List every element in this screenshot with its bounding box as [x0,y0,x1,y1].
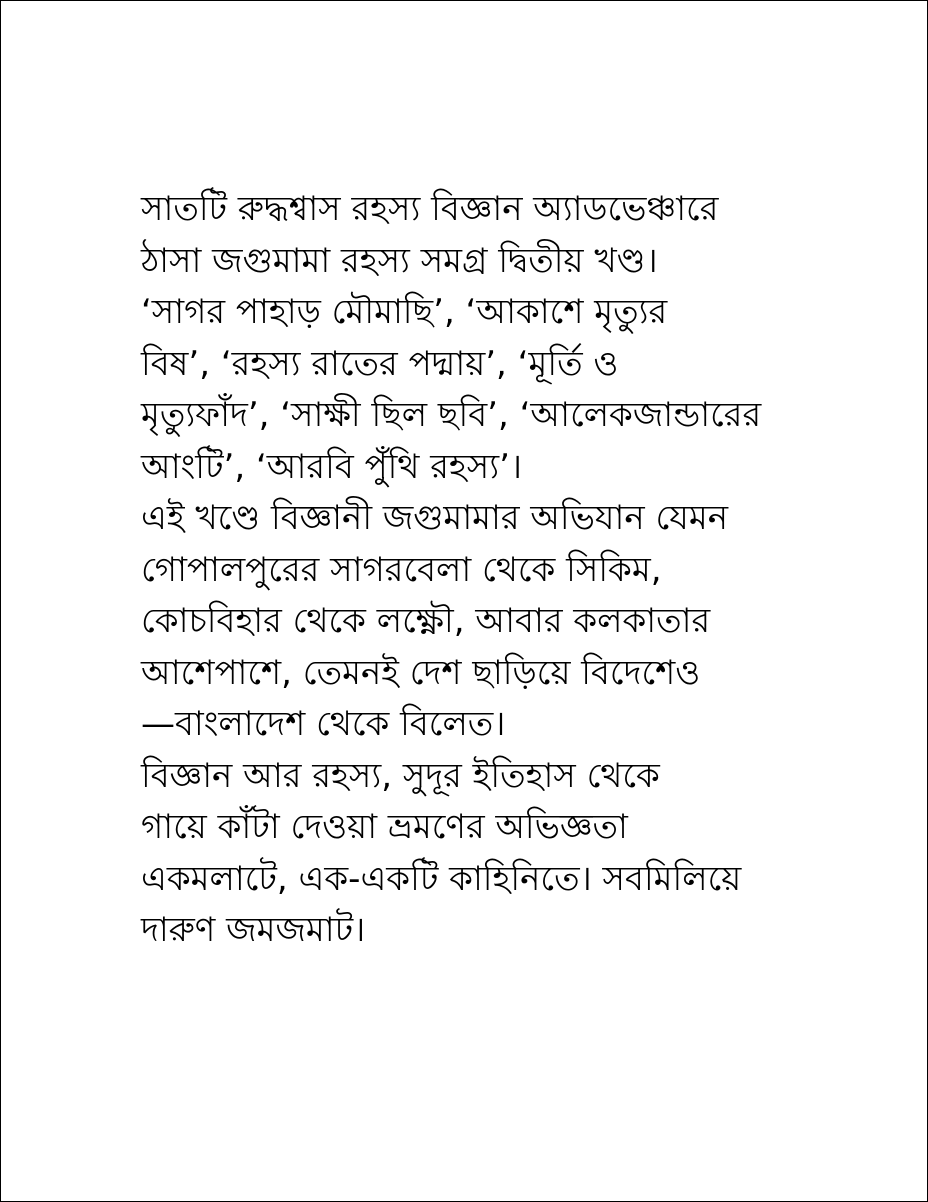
text-line: বিষ’, ‘রহস্য রাতের পদ্মায়’, ‘মূর্তি ও [141,343,619,384]
text-line: একমলাটে, এক-একটি কাহিনিতে। সবমিলিয়ে [141,858,742,899]
text-line: আশেপাশে, তেমনই দেশ ছাড়িয়ে বিদেশেও [141,652,701,693]
text-line: আংটি’, ‘আরবি পুঁথি রহস্য’। [141,446,523,487]
text-line: মৃত্যুফাঁদ’, ‘সাক্ষী ছিল ছবি’, ‘আলেকজান্ডারের [141,395,762,435]
text-line: গায়ে কাঁটা দেওয়া ভ্রমণের অভিজ্ঞতা [141,807,628,847]
text-line: দারুণ জমজমাট। [141,910,366,950]
blurb-text [141,184,901,957]
text-line: ঠাসা জগুমামা রহস্য সমগ্র দ্বিতীয় খণ্ড। [141,240,658,281]
text-line: বিজ্ঞান আর রহস্য, সুদূর ইতিহাস থেকে [141,755,660,796]
paragraph-4 [141,751,901,957]
text-line: কোচবিহার থেকে লক্ষ্ণৌ, আবার কলকাতার [141,601,711,641]
text-line: —বাংলাদেশ থেকে বিলেত। [141,704,506,744]
paragraph-2 [141,287,901,493]
text-line: সাতটি রুদ্ধশ্বাস রহস্য বিজ্ঞান অ্যাডভেঞ্চারে [141,189,719,229]
text-line: ‘সাগর পাহাড় মৌমাছি’, ‘আকাশে মৃত্যুর [141,292,668,332]
text-line: এই খণ্ডে বিজ্ঞানী জগুমামার অভিযান যেমন [141,498,729,538]
paragraph-3 [141,493,901,751]
paragraph-1 [141,184,901,287]
text-line: গোপালপুরের সাগরবেলা থেকে সিকিম, [141,549,662,590]
